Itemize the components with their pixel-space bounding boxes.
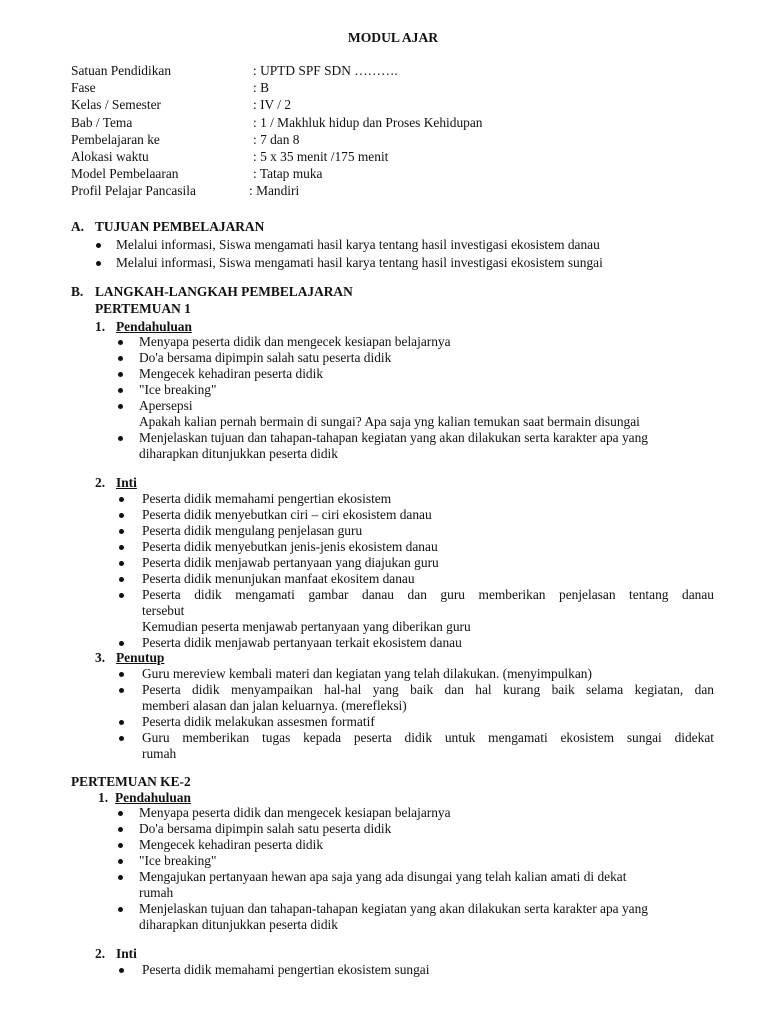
list-item-continuation: Apakah kalian pernah bermain di sungai? Apa saja yng kalian temukan saat bermain disungai [139, 414, 640, 429]
list-item-text: "Ice breaking" [139, 853, 217, 868]
pendahuluan-2-list [139, 805, 729, 933]
list-item-text: Do'a bersama dipimpin salah satu peserta didik [139, 821, 392, 836]
list-item-text: Peserta didik menjawab pertanyaan yang diajukan guru [142, 555, 439, 570]
info-label: Bab / Tema [71, 114, 133, 130]
list-item [139, 805, 729, 821]
info-value: : 1 / Makhluk hidup dan Proses Kehidupan [253, 114, 483, 130]
bullet-icon [119, 720, 124, 725]
step-number: 3. [95, 650, 106, 665]
info-value: : UPTD SPF SDN ………. [253, 63, 398, 78]
step-label: Inti [116, 946, 137, 961]
bullet-icon [119, 545, 124, 550]
info-label: Fase [71, 80, 96, 96]
list-item [142, 555, 714, 571]
list-item-text: Guru mereview kembali materi dan kegiatan yang telah dilakukan. (menyimpulkan) [142, 666, 592, 681]
pendahuluan-list [139, 334, 729, 462]
bullet-icon [119, 497, 124, 502]
list-item [142, 714, 714, 730]
list-item [139, 869, 729, 901]
list-item-text: Menyapa peserta didik dan mengecek kesiapan belajarnya [139, 334, 451, 349]
list-item [142, 491, 714, 507]
list-item-text: Mengajukan pertanyaan hewan apa saja yang ada disungai yang telah kalian amati di dekat [139, 869, 627, 884]
info-value: : Mandiri [249, 183, 300, 199]
list-item [142, 730, 714, 762]
list-item [139, 430, 729, 462]
section-a-heading [71, 219, 264, 235]
section-letter: B. [71, 284, 84, 299]
bullet-icon [119, 577, 124, 582]
info-label: Profil Pelajar Pancasila [71, 183, 196, 199]
list-item-text: Guru memberikan tugas kepada peserta didik untuk mengamati ekosistem sungai didekat [142, 730, 714, 745]
bullet-icon [119, 968, 124, 973]
bullet-icon [119, 641, 124, 646]
info-label: Alokasi waktu [71, 148, 149, 164]
list-item [139, 366, 729, 382]
list-item-text: Apersepsi [139, 398, 193, 413]
list-item-text: Peserta didik mengulang penjelasan guru [142, 523, 363, 538]
meeting-2-heading: PERTEMUAN KE-2 [71, 774, 191, 789]
bullet-icon [118, 388, 123, 393]
bullet-icon [118, 859, 123, 864]
list-item-continuation: memberi alasan dan jalan keluarnya. (merefleksi) [142, 698, 407, 713]
list-item-text: Melalui informasi, Siswa mengamati hasil karya tentang hasil investigasi ekosistem sungai [116, 254, 603, 270]
list-item [142, 682, 714, 714]
bullet-icon [96, 243, 101, 248]
bullet-icon [119, 672, 124, 677]
bullet-icon [119, 736, 124, 741]
list-item-text: Melalui informasi, Siswa mengamati hasil karya tentang hasil investigasi ekosistem danau [116, 237, 600, 252]
list-item-text: Peserta didik menyampaikan hal-hal yang baik dan hal kurang baik selama kegiatan, dan [142, 682, 714, 697]
info-label: Kelas / Semester [71, 97, 161, 113]
list-item [142, 962, 714, 978]
bullet-icon [119, 688, 124, 693]
bullet-icon [119, 513, 124, 518]
list-item-text: Peserta didik memahami pengertian ekosistem [142, 491, 392, 506]
document-title: MODUL AJAR [347, 30, 439, 45]
step-number: 1. [95, 319, 106, 334]
bullet-icon [118, 372, 123, 377]
list-item [142, 571, 714, 587]
list-item-continuation: diharapkan ditunjukkan peserta didik [139, 446, 338, 461]
list-item-text: Mengecek kehadiran peserta didik [139, 837, 324, 852]
list-item-continuation: Kemudian peserta menjawab pertanyaan yang diberikan guru [142, 619, 471, 634]
info-value: : B [253, 80, 269, 96]
list-item [142, 666, 714, 682]
list-item [142, 587, 714, 635]
list-item [142, 507, 714, 523]
inti-2-heading [95, 946, 137, 962]
info-value: : IV / 2 [253, 97, 292, 113]
section-title: TUJUAN PEMBELAJARAN [95, 219, 265, 234]
list-item-continuation: tersebut [142, 603, 185, 618]
list-item-text: Menjelaskan tujuan dan tahapan-tahapan kegiatan yang akan dilakukan serta karakter apa yang [139, 430, 648, 445]
bullet-icon [118, 811, 123, 816]
list-item-text: Menjelaskan tujuan dan tahapan-tahapan kegiatan yang akan dilakukan serta karakter apa yang [139, 901, 648, 916]
list-item-text: Do'a bersama dipimpin salah satu peserta didik [139, 350, 392, 365]
list-item-text: "Ice breaking" [139, 382, 217, 397]
list-item [139, 398, 729, 430]
step-label: Inti [116, 475, 137, 490]
pendahuluan-heading [95, 319, 192, 335]
penutup-heading [95, 650, 164, 666]
bullet-icon [118, 356, 123, 361]
step-number: 2. [95, 946, 106, 961]
list-item-continuation: rumah [142, 746, 177, 761]
list-item [139, 901, 729, 933]
list-item-text: Peserta didik menyebutkan ciri – ciri ekosistem danau [142, 507, 432, 522]
info-label: Model Pembelaaran [71, 166, 179, 182]
section-title: LANGKAH-LANGKAH PEMBELAJARAN [95, 284, 353, 299]
bullet-icon [118, 907, 123, 912]
inti-2-list [142, 962, 714, 978]
section-b-heading [71, 284, 353, 300]
list-item-text: Peserta didik melakukan assesmen formatif [142, 714, 375, 729]
list-item [139, 821, 729, 837]
list-item-text: Peserta didik menyebutkan jenis-jenis ekosistem danau [142, 539, 438, 554]
list-item [142, 539, 714, 555]
bullet-icon [118, 875, 123, 880]
list-item [139, 837, 729, 853]
list-item-continuation: diharapkan ditunjukkan peserta didik [139, 917, 338, 932]
step-number: 1. [98, 790, 109, 805]
list-item-continuation: rumah [139, 885, 174, 900]
list-item [139, 334, 729, 350]
list-item-text: Menyapa peserta didik dan mengecek kesiapan belajarnya [139, 805, 451, 820]
list-item [139, 853, 729, 869]
info-value: : 5 x 35 menit /175 menit [253, 148, 389, 164]
bullet-icon [118, 436, 123, 441]
step-label: Pendahuluan [115, 790, 191, 805]
info-value: : Tatap muka [253, 166, 323, 182]
bullet-icon [119, 593, 124, 598]
step-number: 2. [95, 475, 106, 490]
bullet-icon [118, 843, 123, 848]
inti-list [142, 491, 714, 651]
info-label: Satuan Pendidikan [71, 63, 172, 78]
list-item [116, 237, 706, 255]
list-item [142, 635, 714, 651]
info-label: Pembelajaran ke [71, 131, 160, 147]
bullet-icon [119, 529, 124, 534]
list-item-text: Peserta didik menjawab pertanyaan terkait ekosistem danau [142, 635, 462, 650]
list-item [116, 255, 706, 273]
step-label: Pendahuluan [116, 319, 192, 334]
list-item [139, 350, 729, 366]
list-item [142, 523, 714, 539]
list-item-text: Peserta didik memahami pengertian ekosistem sungai [142, 962, 430, 977]
info-value: : 7 dan 8 [253, 131, 300, 147]
list-item [139, 382, 729, 398]
list-item-text: Peserta didik menunjukan manfaat ekositem danau [142, 571, 415, 586]
penutup-list [142, 666, 714, 762]
bullet-icon [96, 261, 101, 266]
bullet-icon [119, 561, 124, 566]
list-item-text: Peserta didik mengamati gambar danau dan guru memberikan penjelasan tentang danau [142, 587, 714, 602]
bullet-icon [118, 340, 123, 345]
bullet-icon [118, 827, 123, 832]
pendahuluan-2-heading [98, 790, 191, 806]
inti-heading [95, 475, 137, 491]
meeting-1-heading: PERTEMUAN 1 [95, 301, 191, 316]
section-letter: A. [71, 219, 85, 234]
objectives-list [116, 237, 706, 272]
step-label: Penutup [116, 650, 165, 665]
bullet-icon [118, 404, 123, 409]
list-item-text: Mengecek kehadiran peserta didik [139, 366, 324, 381]
